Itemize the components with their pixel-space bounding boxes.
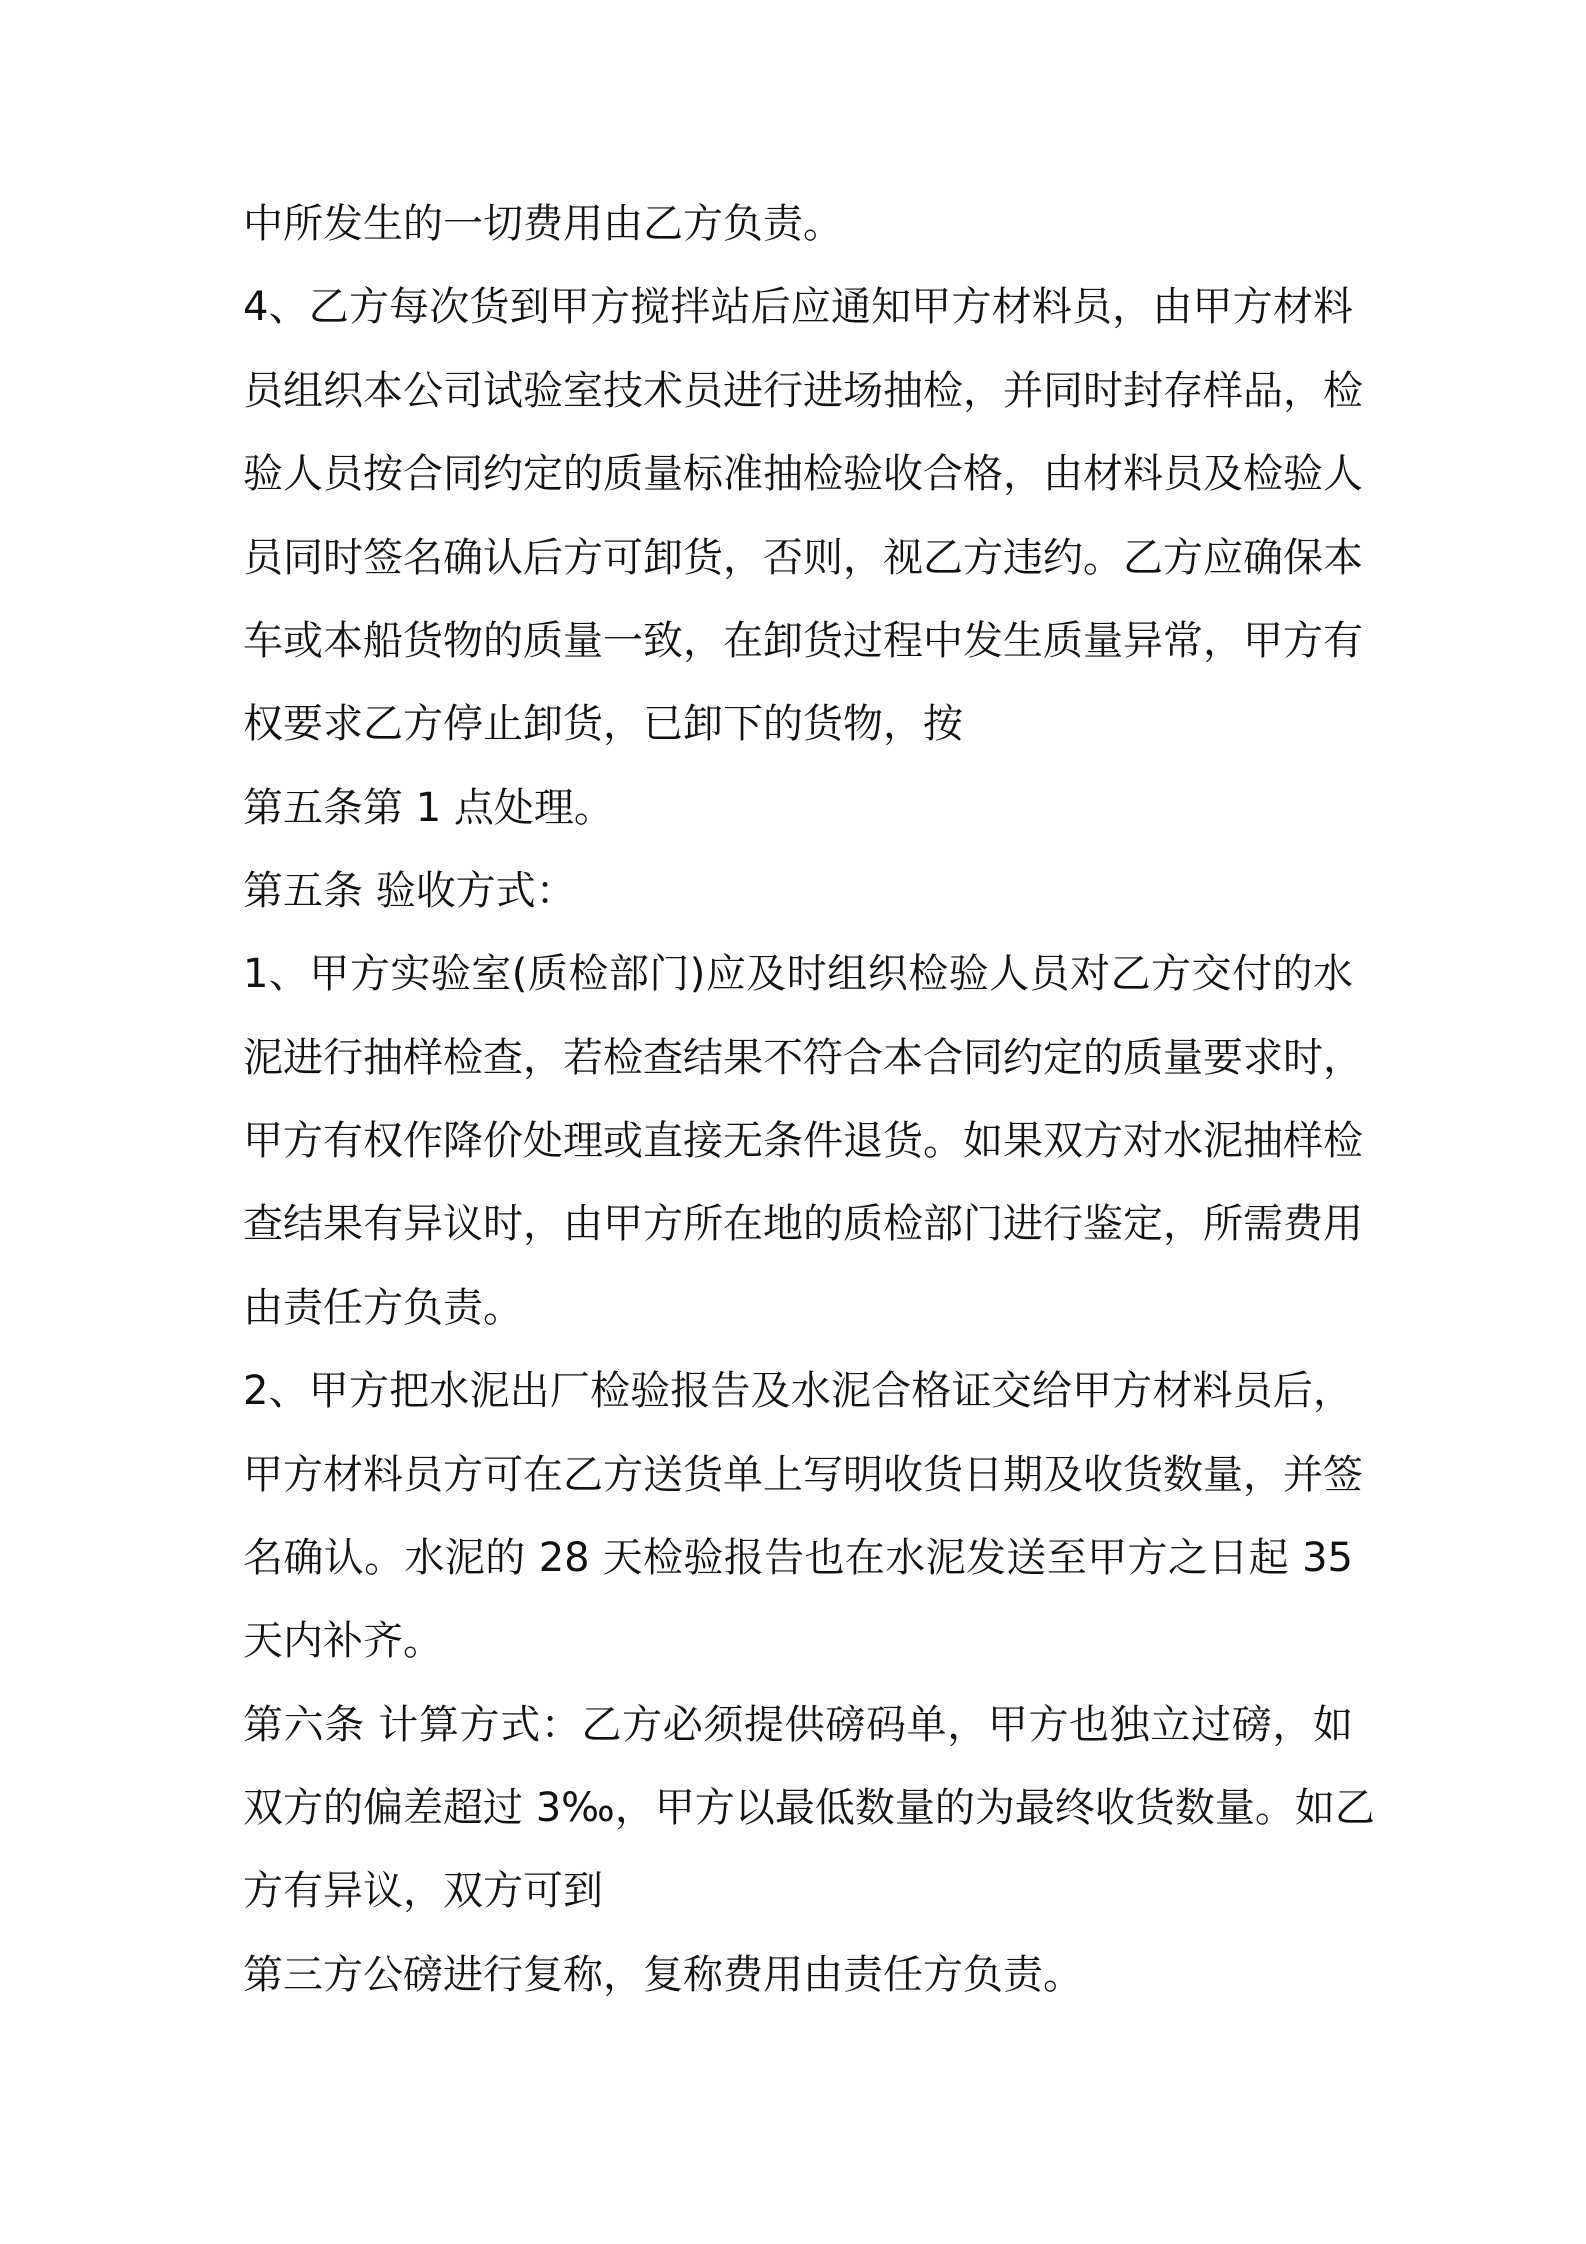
text-line: 第六条 计算方式：乙方必须提供磅码单，甲方也独立过磅，如	[243, 1702, 1353, 1748]
text-line: 查结果有异议时，由甲方所在地的质检部门进行鉴定，所需费用	[243, 1201, 1363, 1247]
text-line: 2、甲方把水泥出厂检验报告及水泥合格证交给甲方材料员后，	[243, 1368, 1353, 1414]
text-line: 员同时签名确认后方可卸货，否则，视乙方违约。乙方应确保本	[243, 535, 1363, 581]
text-line: 双方的偏差超过 3‰，甲方以最低数量的为最终收货数量。如乙	[243, 1785, 1375, 1831]
text-line: 员组织本公司试验室技术员进行进场抽检，并同时封存样品，检	[243, 368, 1363, 414]
text-line: 甲方材料员方可在乙方送货单上写明收货日期及收货数量，并签	[243, 1452, 1363, 1498]
text-line: 泥进行抽样检查，若检查结果不符合本合同约定的质量要求时，	[243, 1035, 1363, 1081]
text-line: 验人员按合同约定的质量标准抽检验收合格，由材料员及检验人	[243, 451, 1363, 497]
text-line: 由责任方负责。	[243, 1285, 523, 1331]
text-line: 第五条第 1 点处理。	[243, 785, 614, 831]
text-line: 中所发生的一切费用由乙方负责。	[243, 201, 843, 247]
section-heading: 第五条 验收方式：	[243, 868, 576, 914]
text-line: 甲方有权作降价处理或直接无条件退货。如果双方对水泥抽样检	[243, 1118, 1363, 1164]
text-line: 1、甲方实验室(质检部门)应及时组织检验人员对乙方交付的水	[243, 951, 1353, 997]
text-line: 车或本船货物的质量一致，在卸货过程中发生质量异常，甲方有	[243, 618, 1363, 664]
text-line: 名确认。水泥的 28 天检验报告也在水泥发送至甲方之日起 35	[243, 1535, 1353, 1581]
text-line: 权要求乙方停止卸货，已卸下的货物，按	[243, 701, 963, 747]
text-line: 天内补齐。	[243, 1618, 443, 1664]
text-line: 第三方公磅进行复称，复称费用由责任方负责。	[243, 1952, 1083, 1998]
text-line: 方有异议，双方可到	[243, 1868, 603, 1914]
text-line: 4、乙方每次货到甲方搅拌站后应通知甲方材料员，由甲方材料	[243, 284, 1353, 330]
